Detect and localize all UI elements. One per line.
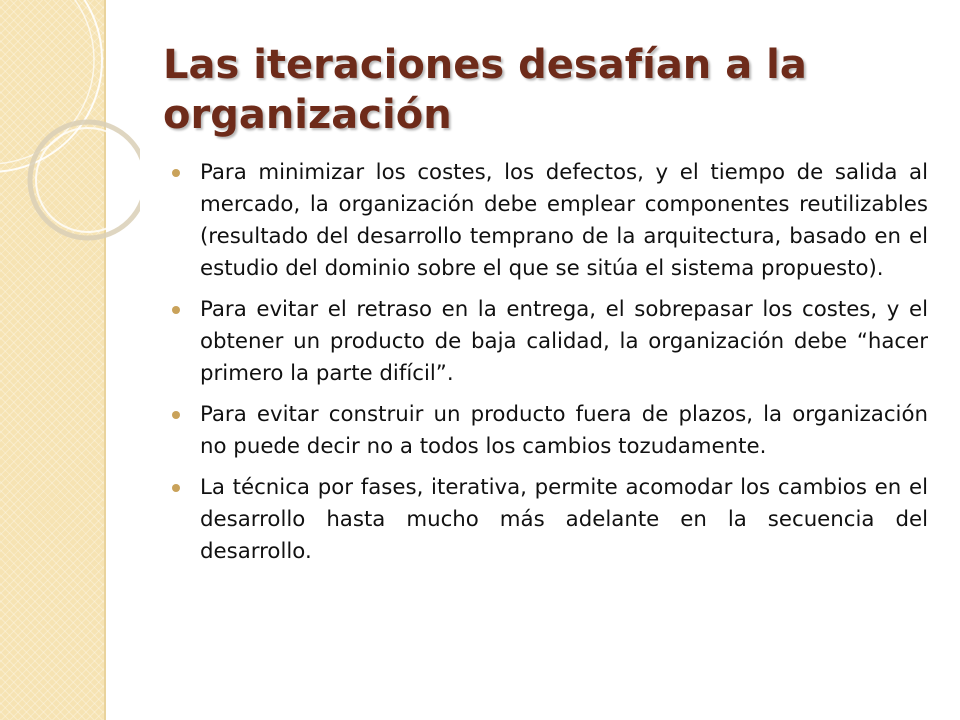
bullet-text: La técnica por fases, iterativa, permite acomodar los cambios en el desarrollo hasta mucho más adelante en la secuencia del desarrollo.: [200, 475, 928, 564]
bullet-text: Para evitar construir un producto fuera de plazos, la organización no puede decir no a todos los cambios tozudamente.: [200, 402, 928, 459]
decorative-side-band: [0, 0, 106, 720]
bullet-item: [172, 294, 928, 390]
bullet-item: [172, 157, 928, 285]
bullet-dot-icon: [172, 484, 180, 492]
bullet-text: Para minimizar los costes, los defectos, y el tiempo de salida al mercado, la organización debe emplear componentes reutilizables (resultado del desarrollo temprano de la arquitectura, basado en el estudio del dominio sobre el que se sitúa el sistema propuesto).: [200, 160, 928, 281]
bullet-text: Para evitar el retraso en la entrega, el sobrepasar los costes, y el obtener un producto de baja calidad, la organización debe “hacer primero la parte difícil”.: [200, 297, 928, 386]
bullet-dot-icon: [172, 306, 180, 314]
bullet-item: [172, 399, 928, 463]
bullet-item: [172, 472, 928, 568]
slide-title: Las iteraciones desafían a la organización: [163, 42, 807, 138]
bullet-dot-icon: [172, 411, 180, 419]
bullet-list: [172, 157, 928, 577]
bullet-dot-icon: [172, 169, 180, 177]
